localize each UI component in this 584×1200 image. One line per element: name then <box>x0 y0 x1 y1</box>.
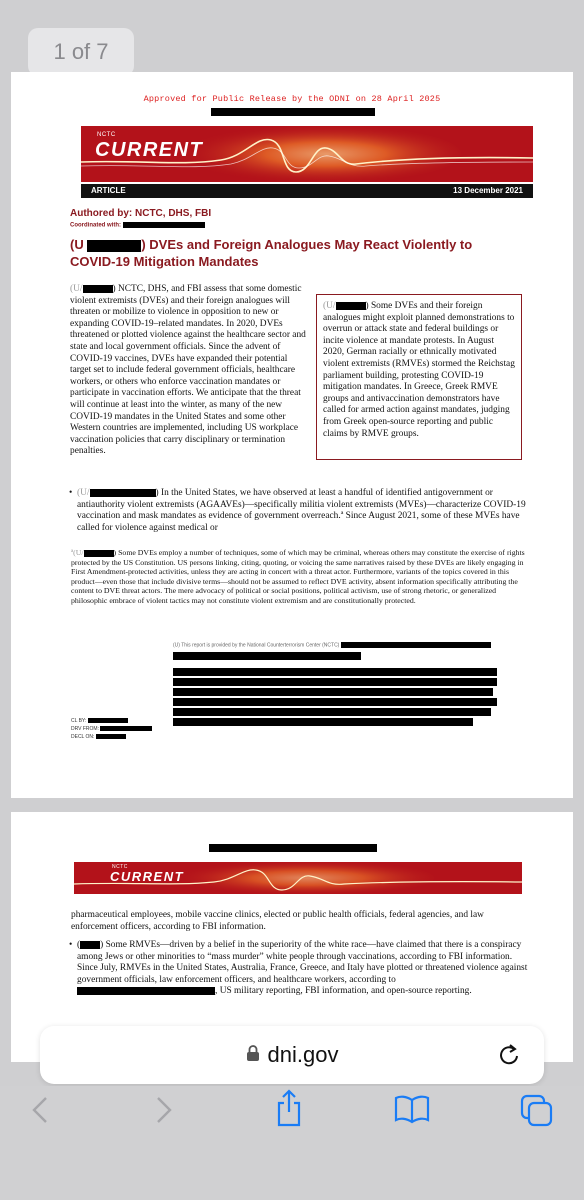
redaction-block <box>173 718 473 726</box>
address-bar[interactable] <box>40 1026 544 1084</box>
redaction-bar <box>90 489 156 497</box>
sidebar-box <box>316 294 522 460</box>
banner-brand-title: CURRENT <box>95 139 204 161</box>
decl-on-label: DECL ON: <box>71 734 95 740</box>
back-icon[interactable] <box>28 1092 52 1133</box>
bullet-text-b: , US military reporting, FBI information, and open-source reporting. <box>215 986 472 997</box>
provided-by-text: (U) This report is provided by the National Counterterrorism Center (NCTC) <box>173 642 340 649</box>
redaction-bar <box>341 642 491 648</box>
redaction-block <box>173 698 497 706</box>
redaction-bar <box>83 285 113 293</box>
bullet-dot: • <box>69 488 73 498</box>
title-text: ) DVEs and Foreign Analogues May React Violently to COVID-19 Mitigation Mandates <box>70 237 473 269</box>
redaction-bar <box>336 302 366 310</box>
redaction-bar <box>87 240 141 252</box>
bullet-marker: ( <box>77 940 81 950</box>
url-text: dni.gov <box>267 1042 339 1067</box>
box-marker: (U/ <box>323 301 336 311</box>
redaction-bar <box>80 941 100 949</box>
forward-icon[interactable] <box>152 1092 176 1133</box>
redaction-bar <box>211 108 375 116</box>
page-indicator: 1 of 7 <box>28 28 134 76</box>
bullet-paragraph <box>69 940 531 998</box>
redaction-bar <box>96 734 126 739</box>
banner-brand-small: NCTC <box>97 132 116 138</box>
redaction-block <box>173 668 497 676</box>
article-bar <box>81 184 533 198</box>
declassify-on <box>71 734 126 740</box>
redaction-block <box>173 708 491 716</box>
footnote <box>71 548 529 606</box>
footnote-marker: ª(U/ <box>71 548 84 557</box>
coordinated-with-label: Coordinated with: <box>70 222 121 229</box>
banner-brand-small: NCTC <box>112 864 128 870</box>
box-text: ) Some DVEs and their foreign analogues might exploit planned demonstrations to overrun or attack state and federal buildings or incite violence at mandate protests. In August 2020, German racially or ethnically motivated violent extremists (RMVEs) stormed the Reichstag parliament building, protesting COVID-19 mitigation mandates. In Greece, Greek RMVE groups and antivaccination demonstrators have called for armed action against mandates, judging from Greek open-source reporting and public claims by RMVE groups. <box>323 301 515 439</box>
coordinated-with <box>70 222 205 229</box>
nctc-current-banner <box>81 126 533 182</box>
approved-stamp: Approved for Public Release by the ODNI on 28 April 2025 <box>143 94 441 104</box>
article-date: 13 December 2021 <box>453 186 523 195</box>
redaction-bar <box>100 726 152 731</box>
cl-by-label: CL BY: <box>71 718 87 724</box>
tabs-icon[interactable] <box>520 1094 554 1133</box>
share-icon[interactable] <box>274 1088 304 1133</box>
banner-brand-title: CURRENT <box>110 869 185 884</box>
bullet-dot: • <box>69 940 73 950</box>
para-text: ) NCTC, DHS, and FBI assess that some domestic violent extremists (DVEs) and their foreign analogues will threaten or mobilize to violence in opposition to new or expanding COVID-19–related mandates. In 2020, DVEs threatened or plotted violence against the healthcare sector and state and local government officials. Since the advent of COVID-19 vaccines, DVEs have expanded their potential target set to include federal government officials, healthcare workers, or others who enforce vaccination mandates or participate in vaccination efforts. We anticipate that the threat will continue at least into the winter, as many of the new COVID-19 mandates in the United States and some other Western countries are implemented, including US workplace vaccination policies that carry disciplinary or termination penalties. <box>70 284 306 457</box>
redaction-bar <box>84 550 114 557</box>
redaction-bar <box>88 718 128 723</box>
browser-toolbar <box>0 1086 584 1200</box>
bullet-paragraph <box>69 488 527 534</box>
bullet-text: ) In the United States, we have observed at least a handful of identified antigovernment or antiauthority violent extremists (AGAAVEs)—specifically militia violent extremists (MVEs)—characterize COVID-19 vaccination and mask mandates as evidence of government overreach.ª Since August 2021, some of these MVEs have called for violence against medical or <box>77 488 526 533</box>
derived-from <box>71 726 152 732</box>
document-page-2 <box>11 812 573 1062</box>
redaction-block <box>173 678 497 686</box>
classified-by <box>71 718 128 724</box>
bullet-text-a: ) Some RMVEs—driven by a belief in the superiority of the white race—have claimed that there is a conspiracy among Jews or other minorities to “mass murder” white people through vaccinations, according to FBI information. Since July, RMVEs in the United States, Australia, France, Greece, and Italy have plotted or threatened violence against government officials, law enforcement officers, and healthcare workers, according to <box>77 940 528 985</box>
title-classification: (U <box>70 237 84 252</box>
provided-by <box>173 642 491 648</box>
bookmarks-icon[interactable] <box>394 1094 430 1129</box>
article-label: ARTICLE <box>91 186 126 195</box>
document-page-1 <box>11 72 573 798</box>
redaction-bar <box>77 987 215 995</box>
footnote-text: ) Some DVEs employ a number of techniques, some of which may be criminal, whereas others may constitute the exercise of rights protected by the US Constitution. US persons linking, citing, quoting, or voicing the same narratives raised by these DVEs are likely engaging in First Amendment-protected activities, unless they are acting in concert with a threat actor. Furthermore, variants of the topics covered in this product—even those that include divisive terms—should not be assumed to reflect DVE activity, absent information specifically attributing the content to DVE threat actors. The mere advocacy of political or social positions, political activism, use of strong rhetoric, or generalized philosophic embrace of violent tactics may not constitute violent extremism and are constitutionally protected. <box>71 548 525 605</box>
main-paragraph <box>70 284 310 458</box>
drv-from-label: DRV FROM: <box>71 726 99 732</box>
continued-paragraph: pharmaceutical employees, mobile vaccine clinics, elected or public health officials, federal agencies, and law enforcement officers, according to FBI information. <box>71 910 484 932</box>
nctc-current-banner <box>74 862 522 894</box>
redaction-block <box>173 688 493 696</box>
article-title <box>70 236 520 270</box>
para-marker: (U/ <box>70 284 83 294</box>
redaction-bar <box>209 844 377 852</box>
authored-by: Authored by: NCTC, DHS, FBI <box>70 208 212 219</box>
redaction-block <box>173 652 361 660</box>
lock-icon <box>246 1042 260 1068</box>
bullet-marker: (U/ <box>77 488 90 498</box>
redaction-bar <box>123 222 205 228</box>
reload-icon[interactable] <box>498 1042 522 1074</box>
